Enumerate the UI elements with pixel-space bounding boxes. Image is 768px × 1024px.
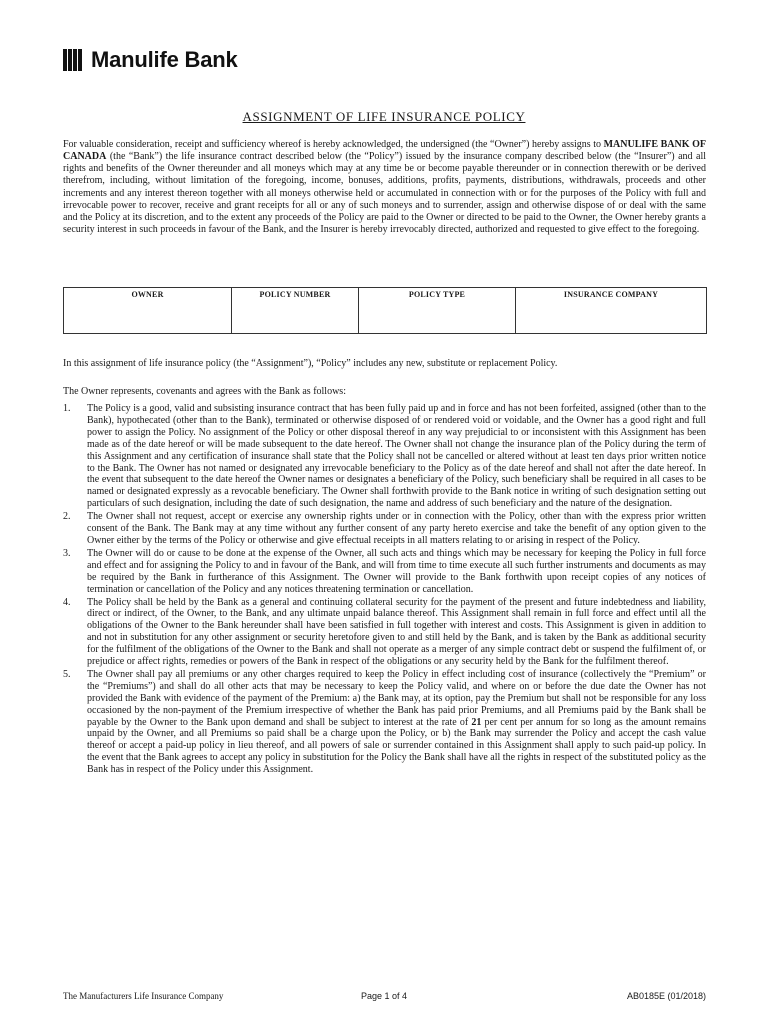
- list-item: [63, 511, 706, 547]
- list-item: [63, 597, 706, 668]
- manulife-logo-icon: [63, 49, 83, 71]
- intro-text-2: (the “Bank”) the life insurance contract described below (the “Policy”) issued by the insurance company described below (the “Insurer”) and all rights and benefits of the Owner thereunder and all moneys which may at any time be or become payable thereunder or in connection therewith or be derived therefrom, including, without limitation of the foregoing, income, bonuses, additions, profits, payments, distributions, withdrawals, proceeds and other increments and any interest thereon together with all moneys otherwise held or accumulated in connection with or for the purposes of the Policy with full and irrevocable power to recover, receive and grant receipts for all or any of such moneys and to surrender, assign and otherwise dispose of or deal with the same and the Policy at its discretion, and to the extent any proceeds of the Policy are paid to the Owner or directed to be paid to the Owner, the Owner hereby grants a security interest in such proceeds in favour of the Bank, and the Insurer is hereby irrevocably directed, authorized and requested to give effect to the foregoing.: [63, 151, 706, 236]
- bank-name: MANULIFE BANK OF CANADA: [63, 139, 706, 163]
- manulife-bank-logo: [63, 47, 238, 73]
- definition-paragraph: In this assignment of life insurance policy (the “Assignment”), “Policy” includes any new, substitute or replacement Policy.: [63, 358, 558, 369]
- item-text: The Policy is a good, valid and subsisting insurance contract that has been fully paid up and in force and has not been forfeited, assigned (other than to the Bank), hypothecated (other than to the Bank), terminated or otherwise disposed of or rendered void or voidable, and the Owner has a good right and full power to assign the Policy. No assignment of the Policy or other disposal thereof in any way prejudicial to or inconsistent with this Assignment has been made as of the date hereof or will be made subsequent to the date hereof. The Owner shall not change the insurance plan of the Policy during the term of this Assignment and any certification of insurance shall state that the Policy shall not be cancelled or altered without at least ten days prior written notice to the Bank. The Owner has not named or designated any irrevocable beneficiary to the Policy as of the date hereof and shall not after the date hereof. In the event that subsequent to the date hereof the Owner names or designates a beneficiary of the Policy, such beneficiary shall be required in all cases to be named or designated expressly as a revocable beneficiary. The Owner shall forthwith provide to the Bank notice in writing of such designation setting out particulars of such designation, including the date of such designation, the name and address of such beneficiary and the nature of the designation.: [87, 403, 706, 510]
- item-text: The Owner will do or cause to be done at the expense of the Owner, all such acts and things which may be necessary for keeping the Policy in full force and effect and for assigning the Policy to and in favour of the Bank, and will from time to time execute all such further instruments and documents as may be required by the Bank in furtherance of this Assignment. The Owner will provide to the Bank forthwith upon receipt copies of any notices of termination or cancellation of the Policy and any notices threatening termination or cancellation.: [87, 547, 706, 595]
- insurance-company-column-header: INSURANCE COMPANY: [516, 288, 707, 334]
- item-number: 1.: [63, 403, 71, 414]
- item-number: 5.: [63, 668, 71, 680]
- intro-paragraph: [63, 139, 706, 236]
- item-number: 4.: [63, 596, 71, 608]
- item-text: The Policy shall be held by the Bank as a general and continuing collateral security for the payment of the present and future indebtedness and liability, direct or indirect, of the Owner, to the Bank, and any ultimate unpaid balance thereof. This Assignment shall remain in full force and effect until all the obligations of the Owner to the Bank hereunder shall have been satisfied in full together with interest and costs. This Assignment is given in addition to and not in substitution for any other assignment or security heretofore given to and still held by the Bank, and is taken by the Bank as additional security for the fulfilment of the obligations of the Owner to the Bank and shall not operate as a merger of any simple contract debt or suspend the fulfilment of, or prejudice or affect rights, remedies or powers of the Bank in respect of the obligations or any security held by the Bank for the fulfilment thereof.: [87, 596, 706, 668]
- item-number: 3.: [63, 547, 71, 559]
- document-title: ASSIGNMENT OF LIFE INSURANCE POLICY: [242, 109, 526, 124]
- policy-type-column-header: POLICY TYPE: [359, 288, 516, 334]
- list-item: [63, 403, 706, 510]
- intro-text-1: For valuable consideration, receipt and sufficiency whereof is hereby acknowledged, the undersigned (the “Owner”) hereby assigns to: [63, 139, 604, 150]
- policy-number-column-header: POLICY NUMBER: [232, 288, 359, 334]
- page-number: Page 1 of 4: [360, 991, 408, 1001]
- covenant-list: [63, 403, 706, 777]
- policy-details-table: [63, 287, 707, 334]
- item-number: 2.: [63, 511, 71, 523]
- footer-company: The Manufacturers Life Insurance Company: [63, 991, 224, 1001]
- brand-name: Manulife Bank: [91, 47, 238, 72]
- interest-rate: 21: [471, 716, 482, 728]
- representations-intro: The Owner represents, covenants and agrees with the Bank as follows:: [63, 386, 346, 397]
- form-code: AB0185E (01/2018): [626, 991, 706, 1001]
- item-text-part-a: The Owner shall pay all premiums or any other charges required to keep the Policy in effect including cost of insurance (collectively the “Premium” or the “Premiums”) and shall do all other acts that may be necessary to keep the Policy valid, and where on or before the due date the Owner has not provided the Bank with evidence of the payment of the Premium: a) the Bank may, at its option, pay the Premium but shall not be responsible for any loss occasioned by the non-payment of the Premium irrespective of whether the Bank has paid prior Premiums, and all Premiums paid by the Bank shall be payable by the Owner to the Bank upon demand and shall be subject to interest at the rate of: [87, 668, 706, 728]
- owner-column-header: OWNER: [64, 288, 232, 334]
- list-item: [63, 548, 706, 596]
- list-item: [63, 669, 706, 776]
- item-text-part-b: per cent per annum for so long as the amount remains unpaid by the Owner, and all Premiums so paid shall be a charge upon the Policy, or b) the Bank may surrender the Policy and accept the cash value thereof or accept a paid-up policy in lieu thereof, and all powers of sale or surrender contained in this Assignment shall apply to such paid-up policy. In the event that the Bank agrees to accept any policy in substitution for the Policy the Bank shall have all the rights in respect of the substituted policy as the Bank has in respect of the Policy under this Assignment.: [87, 716, 706, 776]
- item-text: The Owner shall not request, accept or exercise any ownership rights under or in connection with the Policy, other than with the express prior written consent of the Bank. The Bank may at any time without any further consent of any party hereto exercise and take the benefit of any option given to the Owner either by the terms of the Policy or otherwise and give effectual receipts in all matters relating to or arising in respect of the Policy.: [87, 511, 706, 546]
